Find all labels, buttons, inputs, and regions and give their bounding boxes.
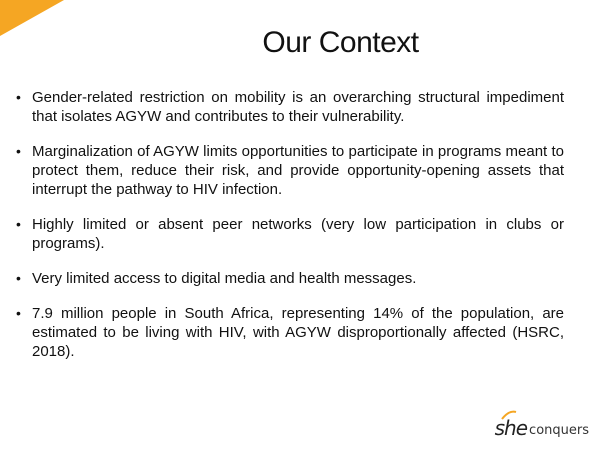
bullet-item: • Highly limited or absent peer networks (very low participation in clubs or programs). [14,215,564,253]
bullet-list [14,88,564,377]
logo-swoosh-icon [501,410,517,420]
logo-text-conquers: conquers [529,423,589,438]
bullet-item: • Gender-related restriction on mobility is an overarching structural impediment that isolates AGYW and contributes to their vulnerability. [14,88,564,126]
slide-title: Our Context [262,26,419,59]
logo-text-she: she [494,416,528,440]
she-conquers-logo [495,416,589,440]
bullet-item: • Very limited access to digital media and health messages. [14,269,564,288]
bullet-item: • 7.9 million people in South Africa, representing 14% of the population, are estimated to be living with HIV, with AGYW disproportionally affected (HSRC, 2018). [14,304,564,361]
bullet-item: • Marginalization of AGYW limits opportunities to participate in programs meant to protect them, reduce their risk, and provide opportunity-opening assets that interrupt the pathway to HIV infection. [14,142,564,199]
